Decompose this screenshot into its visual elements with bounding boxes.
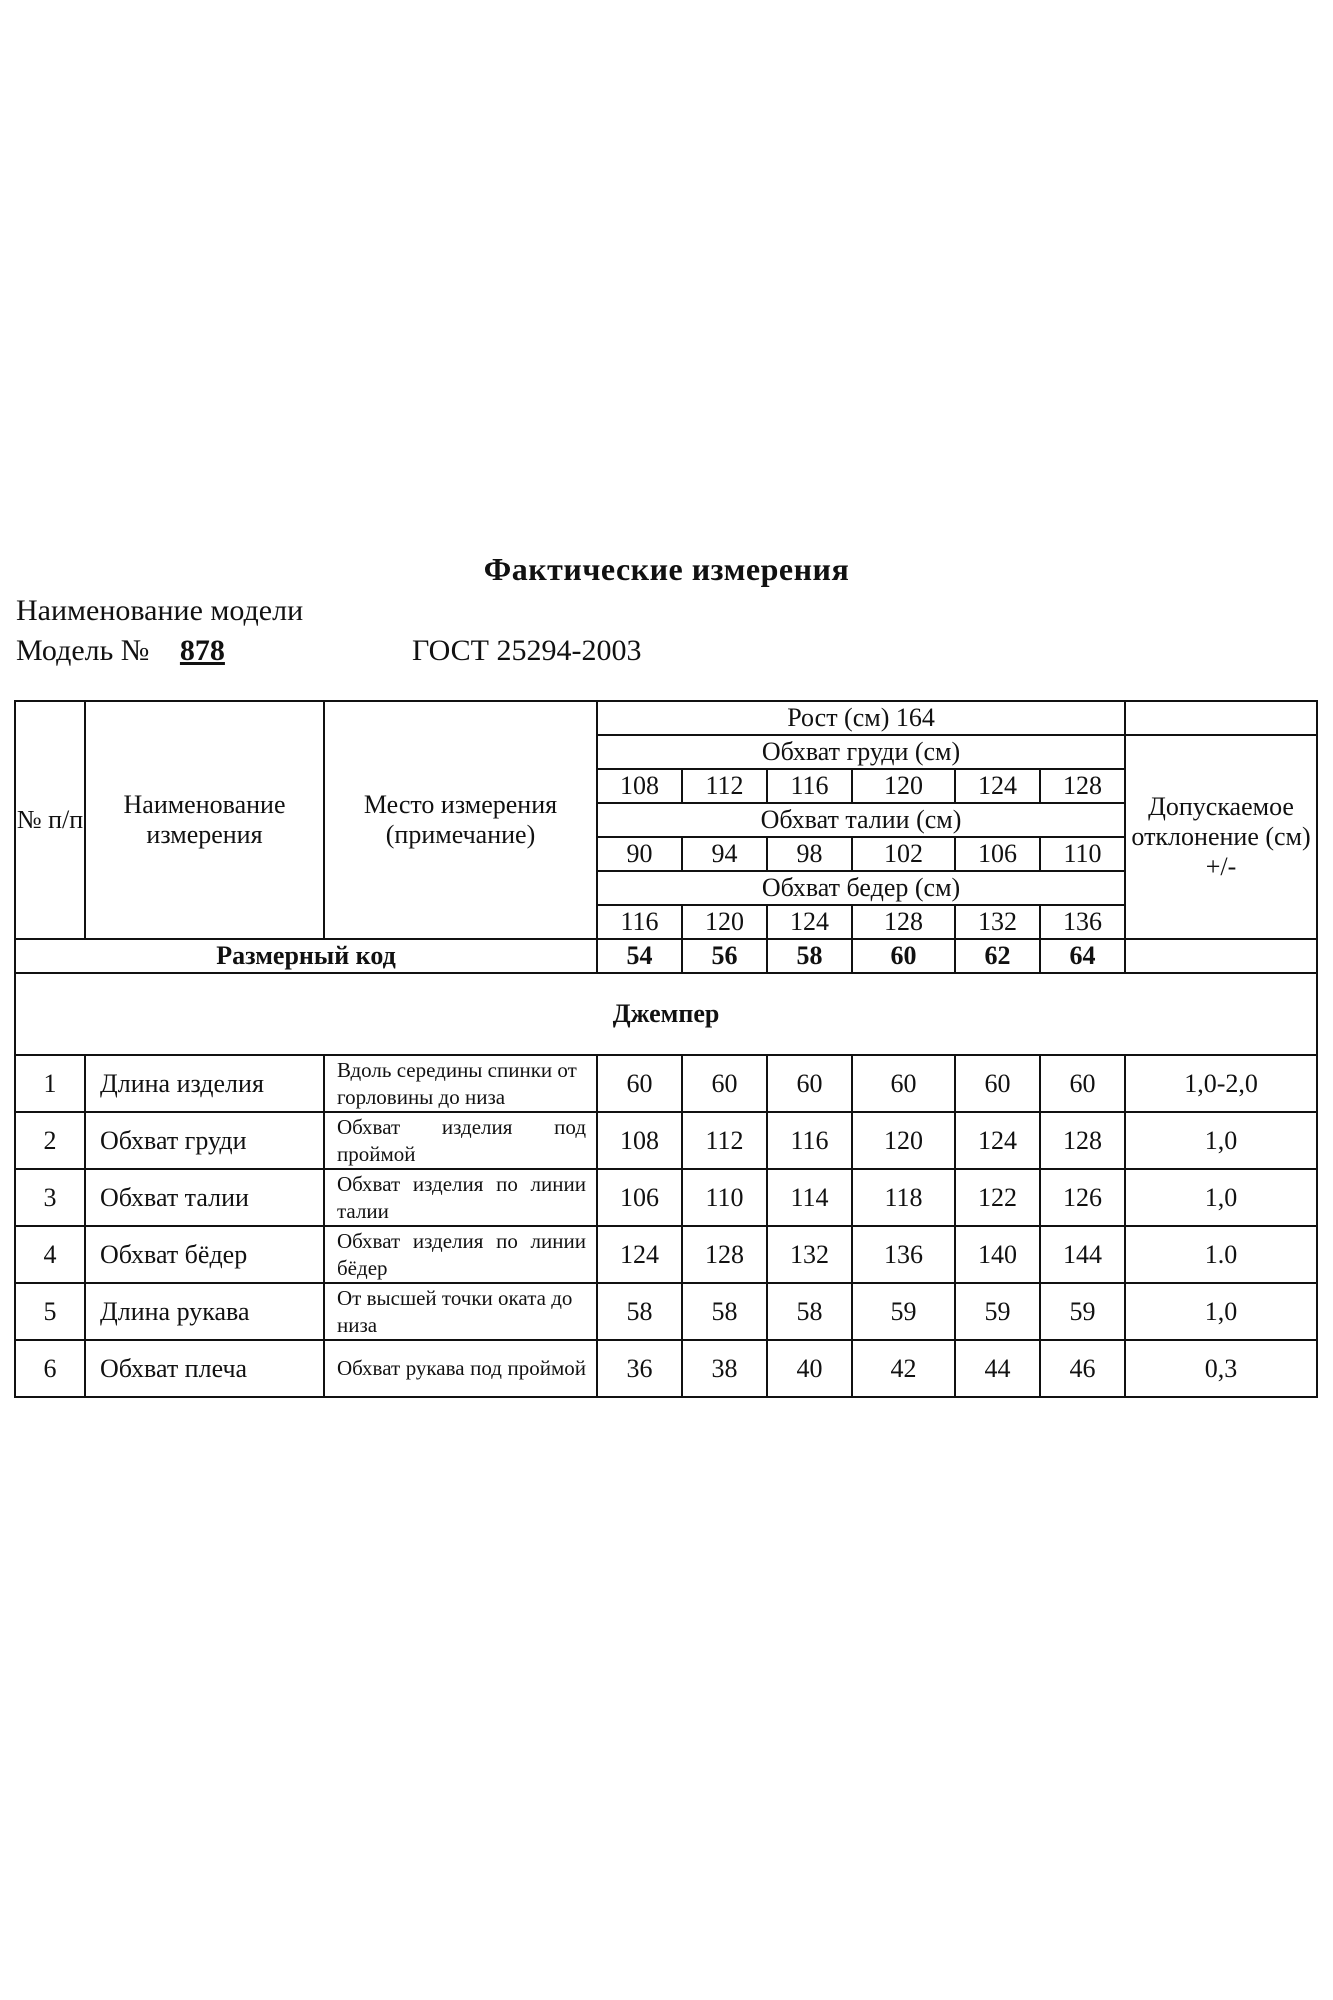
- table-row: [15, 1340, 1317, 1397]
- measurement-value: 59: [852, 1283, 955, 1340]
- measurement-value: 124: [955, 1112, 1040, 1169]
- measurement-value: 114: [767, 1169, 852, 1226]
- hips-value: 128: [852, 905, 955, 939]
- section-title: Джемпер: [15, 973, 1317, 1055]
- blank-cell: [1125, 701, 1317, 735]
- col-num-header: № п/п: [15, 701, 85, 939]
- measurement-value: 144: [1040, 1226, 1125, 1283]
- measurement-note: От высшей точки оката до низа: [324, 1283, 597, 1340]
- measurement-value: 46: [1040, 1340, 1125, 1397]
- model-number: 878: [179, 634, 225, 667]
- measurement-note: Обхват рукава под проймой: [324, 1340, 597, 1397]
- measurement-name: Обхват плеча: [85, 1340, 324, 1397]
- measurement-value: 36: [597, 1340, 682, 1397]
- row-number: 3: [15, 1169, 85, 1226]
- measurement-value: 44: [955, 1340, 1040, 1397]
- table-row: [15, 1112, 1317, 1169]
- measurement-value: 60: [597, 1055, 682, 1112]
- col-place-header: Место измерения (примечание): [324, 701, 597, 939]
- waist-value: 110: [1040, 837, 1125, 871]
- table-row: [15, 1283, 1317, 1340]
- hips-value: 116: [597, 905, 682, 939]
- waist-value: 102: [852, 837, 955, 871]
- measurement-value: 58: [682, 1283, 767, 1340]
- col-name-header: Наименование измерения: [85, 701, 324, 939]
- size-code: 56: [682, 939, 767, 973]
- measurement-name: Обхват груди: [85, 1112, 324, 1169]
- measurement-name: Длина рукава: [85, 1283, 324, 1340]
- hips-value: 132: [955, 905, 1040, 939]
- measurement-value: 122: [955, 1169, 1040, 1226]
- measurement-value: 126: [1040, 1169, 1125, 1226]
- measurement-value: 60: [955, 1055, 1040, 1112]
- chest-value: 116: [767, 769, 852, 803]
- size-code: 60: [852, 939, 955, 973]
- measurement-value: 60: [1040, 1055, 1125, 1112]
- hips-value: 120: [682, 905, 767, 939]
- measurement-value: 132: [767, 1226, 852, 1283]
- measurement-value: 106: [597, 1169, 682, 1226]
- size-code: 58: [767, 939, 852, 973]
- measurement-note: Вдоль середины спинки от горловины до низа: [324, 1055, 597, 1112]
- chest-value: 112: [682, 769, 767, 803]
- measurement-value: 108: [597, 1112, 682, 1169]
- tolerance-value: 1.0: [1125, 1226, 1317, 1283]
- measurement-value: 59: [1040, 1283, 1125, 1340]
- tolerance-header: Допускаемое отклонение (см) +/-: [1125, 735, 1317, 939]
- measurement-value: 140: [955, 1226, 1040, 1283]
- tolerance-value: 1,0: [1125, 1112, 1317, 1169]
- measurement-value: 40: [767, 1340, 852, 1397]
- chest-header: Обхват груди (см): [597, 735, 1125, 769]
- measurement-value: 120: [852, 1112, 955, 1169]
- measurement-value: 128: [682, 1226, 767, 1283]
- waist-header: Обхват талии (см): [597, 803, 1125, 837]
- row-number: 1: [15, 1055, 85, 1112]
- measurement-name: Обхват бёдер: [85, 1226, 324, 1283]
- measurement-table: [14, 700, 1318, 1398]
- measurement-note: Обхват изделия по линии бёдер: [324, 1226, 597, 1283]
- measurement-value: 136: [852, 1226, 955, 1283]
- size-code-label: Размерный код: [15, 939, 597, 973]
- waist-value: 90: [597, 837, 682, 871]
- tolerance-value: 1,0: [1125, 1283, 1317, 1340]
- measurement-value: 118: [852, 1169, 955, 1226]
- chest-value: 128: [1040, 769, 1125, 803]
- waist-value: 98: [767, 837, 852, 871]
- hips-header: Обхват бедер (см): [597, 871, 1125, 905]
- hips-value: 124: [767, 905, 852, 939]
- blank-cell: [1125, 939, 1317, 973]
- measurement-note: Обхват изделия под проймой: [324, 1112, 597, 1169]
- measurement-value: 128: [1040, 1112, 1125, 1169]
- measurement-value: 60: [682, 1055, 767, 1112]
- chest-value: 124: [955, 769, 1040, 803]
- measurement-value: 58: [767, 1283, 852, 1340]
- page-title: Фактические измерения: [483, 551, 850, 587]
- gost-standard: ГОСТ 25294-2003: [412, 634, 642, 667]
- size-code: 54: [597, 939, 682, 973]
- table-row: [15, 1169, 1317, 1226]
- waist-value: 94: [682, 837, 767, 871]
- row-number: 6: [15, 1340, 85, 1397]
- measurement-name: Обхват талии: [85, 1169, 324, 1226]
- waist-value: 106: [955, 837, 1040, 871]
- size-code: 62: [955, 939, 1040, 973]
- tolerance-value: 1,0: [1125, 1169, 1317, 1226]
- table-row: [15, 1055, 1317, 1112]
- row-number: 2: [15, 1112, 85, 1169]
- model-number-line: [16, 634, 249, 668]
- row-number: 4: [15, 1226, 85, 1283]
- model-number-label: Модель №: [16, 634, 150, 667]
- measurement-value: 124: [597, 1226, 682, 1283]
- measurement-value: 110: [682, 1169, 767, 1226]
- measurement-value: 59: [955, 1283, 1040, 1340]
- table-row: [15, 1226, 1317, 1283]
- chest-value: 120: [852, 769, 955, 803]
- measurement-value: 116: [767, 1112, 852, 1169]
- tolerance-value: 0,3: [1125, 1340, 1317, 1397]
- model-name-label: Наименование модели: [16, 594, 304, 627]
- size-code: 64: [1040, 939, 1125, 973]
- tolerance-value: 1,0-2,0: [1125, 1055, 1317, 1112]
- measurement-value: 60: [767, 1055, 852, 1112]
- measurement-value: 60: [852, 1055, 955, 1112]
- measurement-value: 58: [597, 1283, 682, 1340]
- measurement-value: 38: [682, 1340, 767, 1397]
- height-header: Рост (см) 164: [597, 701, 1125, 735]
- measurement-note: Обхват изделия по линии талии: [324, 1169, 597, 1226]
- row-number: 5: [15, 1283, 85, 1340]
- chest-value: 108: [597, 769, 682, 803]
- measurement-value: 42: [852, 1340, 955, 1397]
- hips-value: 136: [1040, 905, 1125, 939]
- measurement-value: 112: [682, 1112, 767, 1169]
- measurement-name: Длина изделия: [85, 1055, 324, 1112]
